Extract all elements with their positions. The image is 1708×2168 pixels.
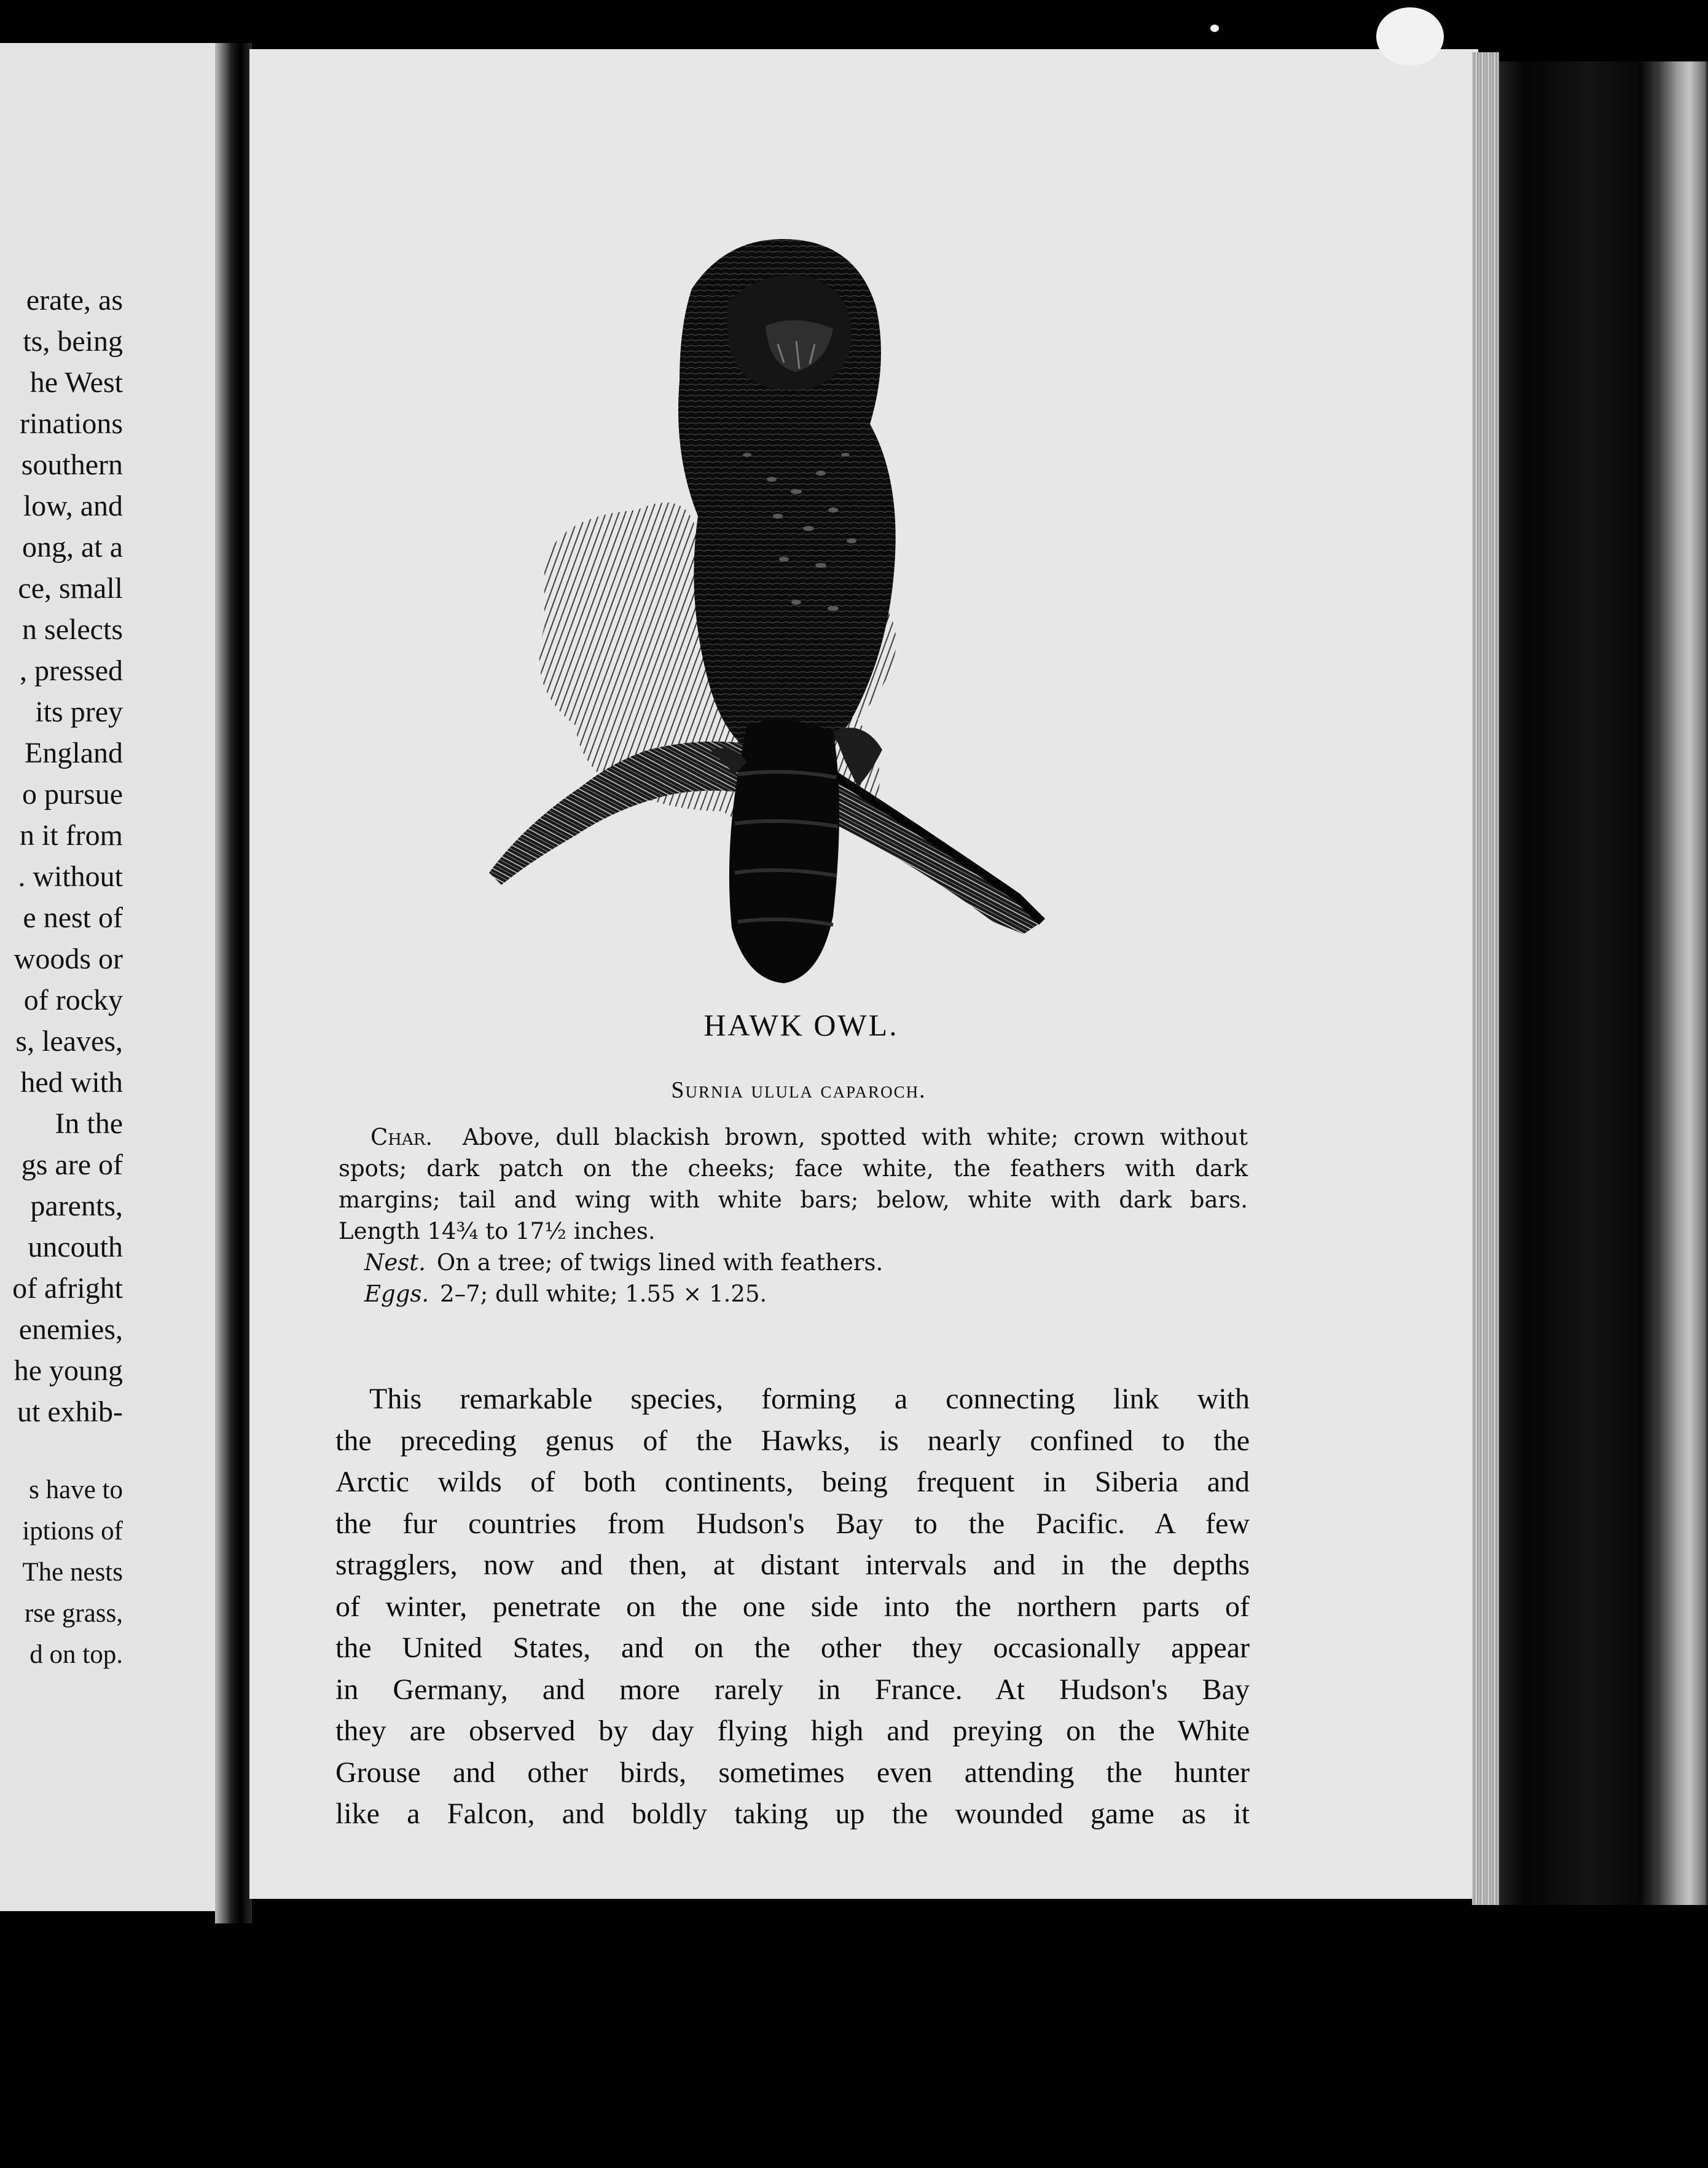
left-line: . without <box>18 860 123 893</box>
owl-tail <box>729 720 839 983</box>
body-line: they are observed by day flying high and preying on the White <box>335 1714 1250 1747</box>
left-line: n selects <box>22 613 123 646</box>
left-line: erate, as <box>26 284 123 316</box>
body-line: stragglers, now and then, at distant intervals and in the depths <box>335 1549 1250 1581</box>
char-text: Above, dull blackish brown, spotted with white; crown without <box>462 1124 1248 1150</box>
left-line: rinations <box>20 407 123 440</box>
left-line: hed with <box>20 1066 123 1099</box>
left-line: iptions of <box>22 1517 123 1545</box>
nest-text: On a tree; of twigs lined with feathers. <box>436 1249 883 1276</box>
body-text <box>335 1378 1250 1835</box>
page-edges <box>1472 52 1499 1905</box>
eggs-label: Eggs. <box>364 1281 429 1307</box>
left-line: rse grass, <box>24 1599 123 1628</box>
body-line: Grouse and other birds, sometimes even attending the hunter <box>335 1756 1250 1789</box>
characters-line: spots; dark patch on the cheeks; face white, the feathers with dark <box>339 1155 1248 1182</box>
left-line: of rocky <box>23 984 123 1016</box>
left-line: enemies, <box>18 1313 123 1346</box>
left-line: low, and <box>23 490 123 522</box>
book-cover-edge <box>1499 61 1708 1905</box>
characters-line <box>339 1121 1248 1153</box>
body-line: Arctic wilds of both continents, being frequent in Siberia and <box>335 1466 1250 1498</box>
left-line: England <box>25 737 123 769</box>
left-line: o pursue <box>22 778 123 811</box>
body-line: This remarkable species, forming a connecting link with <box>369 1383 1250 1415</box>
nest-label: Nest. <box>364 1249 426 1276</box>
left-line: southern <box>21 449 123 481</box>
left-line: n it from <box>20 819 123 852</box>
left-line: The nests <box>22 1558 123 1587</box>
right-page <box>249 49 1478 1899</box>
left-line: ce, small <box>18 572 123 605</box>
left-line: parents, <box>30 1190 123 1222</box>
left-line: gs are of <box>21 1149 123 1181</box>
body-line: like a Falcon, and boldly taking up the wounded game as it <box>335 1797 1250 1830</box>
book-gutter <box>215 43 252 1923</box>
left-page-text <box>0 280 123 1675</box>
left-line: d on top. <box>29 1640 123 1669</box>
eggs-line <box>339 1278 1248 1310</box>
characters-block <box>339 1121 1248 1310</box>
left-line: uncouth <box>28 1231 123 1263</box>
left-line: s have to <box>29 1475 123 1504</box>
left-line: ong, at a <box>22 531 123 564</box>
paper-speck <box>1376 7 1444 66</box>
body-line: the United States, and on the other they occasionally appear <box>335 1632 1250 1664</box>
eggs-text: 2–7; dull white; 1.55 × 1.25. <box>440 1281 767 1307</box>
left-page <box>0 43 225 1911</box>
left-line: he West <box>29 366 123 399</box>
left-line: woods or <box>14 943 123 975</box>
characters-line: Length 14¾ to 17½ inches. <box>339 1218 656 1244</box>
body-line: in Germany, and more rarely in France. At Hudson's Bay <box>335 1673 1250 1706</box>
body-line: the fur countries from Hudson's Bay to the Pacific. A few <box>335 1507 1250 1540</box>
nest-line <box>339 1247 1248 1278</box>
left-line: , pressed <box>20 654 123 687</box>
figure-subtitle: Surnia ulula caparoch. <box>671 1077 926 1103</box>
left-line: s, leaves, <box>15 1025 123 1058</box>
characters-line: margins; tail and wing with white bars; below, white with dark bars. <box>339 1187 1248 1213</box>
hawk-owl-illustration <box>489 221 1079 996</box>
figure-title: HAWK OWL. <box>703 1008 899 1042</box>
char-label: Char. <box>370 1124 433 1150</box>
left-line: e nest of <box>23 901 123 934</box>
left-line: In the <box>55 1107 123 1140</box>
paper-speck <box>1210 25 1219 32</box>
body-line: the preceding genus of the Hawks, is nearly confined to the <box>335 1424 1250 1457</box>
body-line: of winter, penetrate on the one side into the northern parts of <box>335 1590 1250 1623</box>
left-line: of afright <box>12 1272 123 1305</box>
left-line: ut exhib- <box>17 1396 123 1428</box>
left-line: he young <box>14 1354 123 1387</box>
left-line: its prey <box>35 696 123 728</box>
left-line: ts, being <box>23 325 123 358</box>
